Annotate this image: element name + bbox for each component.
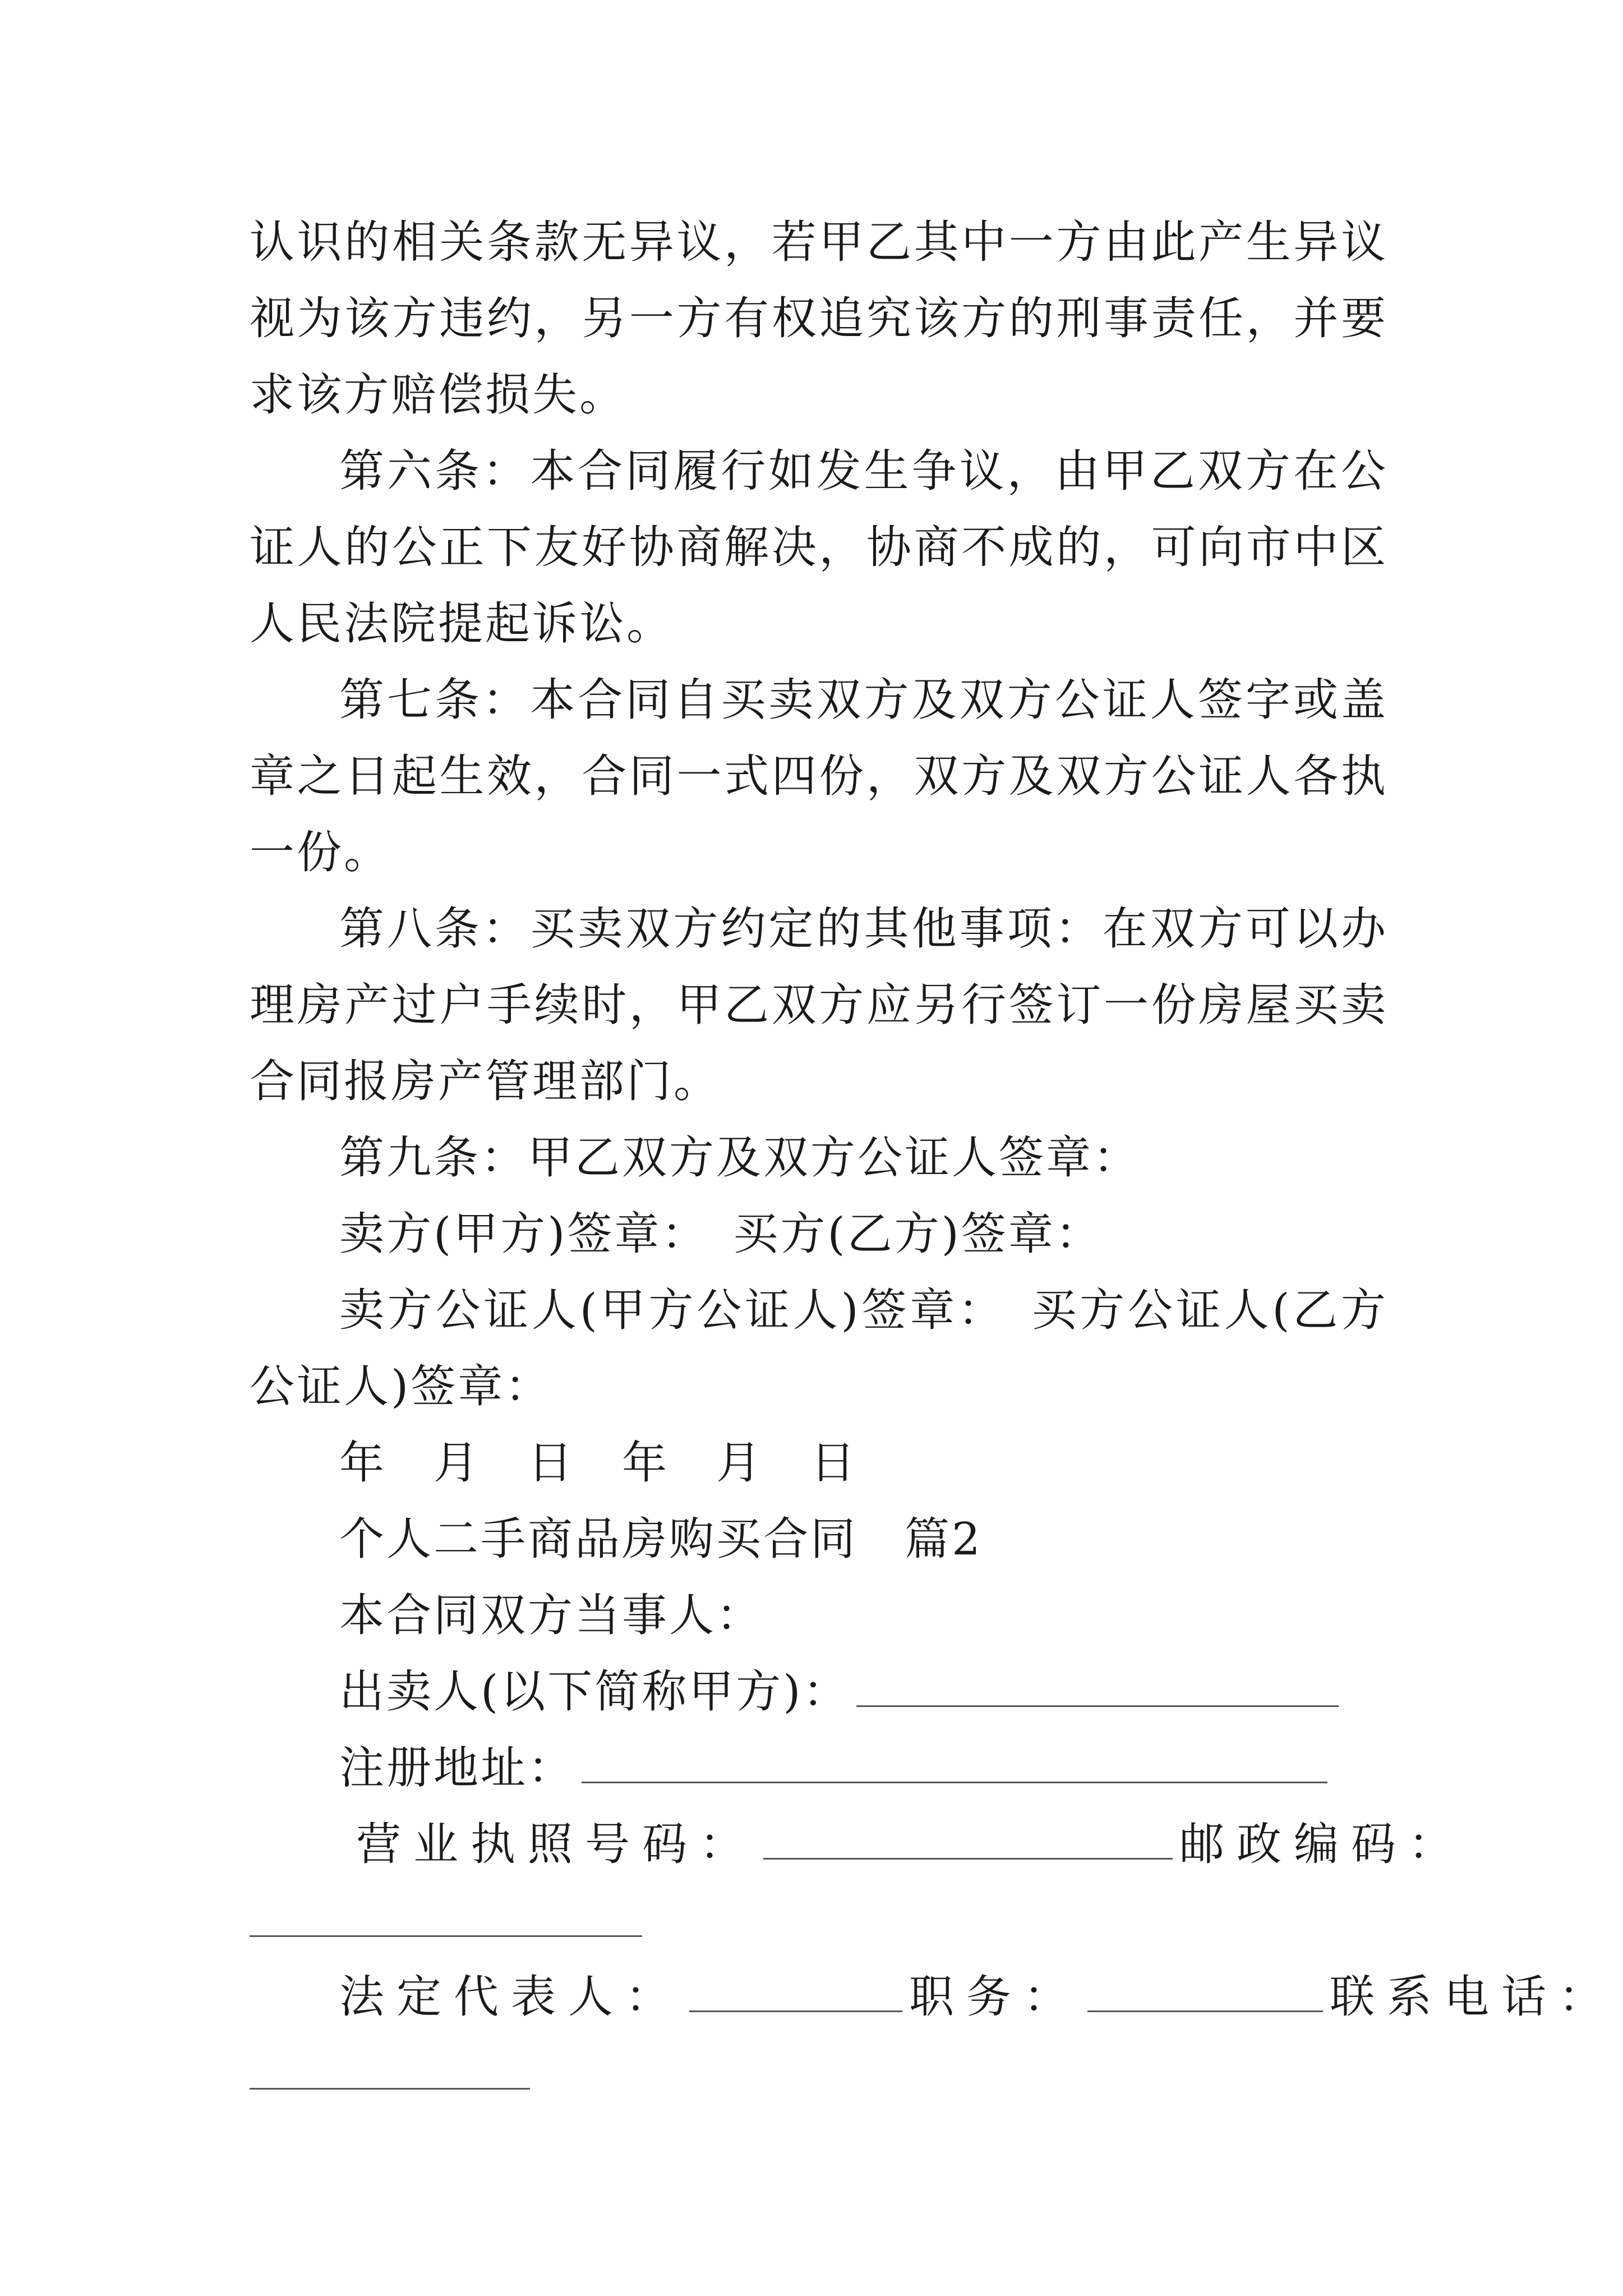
phone-label: 联系电话： [1330, 1971, 1616, 2023]
signature-line-notaries: 卖方公证人(甲方公证人)签章： 买方公证人(乙方公证人)签章： [250, 1284, 1388, 1412]
position-label: 职务： [909, 1971, 1081, 2023]
representative-row [250, 1959, 1616, 2035]
date-line: 年 月 日 年 月 日 [339, 1437, 857, 1489]
rep-label: 法定代表人： [339, 1971, 683, 2023]
article-9: 第九条：甲乙双方及双方公证人签章： [339, 1131, 1140, 1184]
article-8: 第八条：买卖双方约定的其他事项：在双方可以办理房产过户手续时，甲乙双方应另行签订一份房屋买卖合同报房产管理部门。 [250, 903, 1388, 1107]
seller-label: 出卖人(以下简称甲方)： [339, 1665, 850, 1718]
article-6: 第六条：本合同履行如发生争议，由甲乙双方在公证人的公正下友好协商解决，协商不成的，可向市中区人民法院提起诉讼。 [250, 445, 1388, 650]
license-blank[interactable] [763, 1822, 1173, 1860]
license-label: 营业执照号码： [356, 1818, 757, 1870]
phone-blank[interactable] [250, 2052, 530, 2090]
postcode-blank[interactable] [250, 1899, 642, 1937]
address-row [250, 1730, 1388, 1806]
phone-row [250, 2035, 1388, 2111]
seller-blank[interactable] [856, 1669, 1339, 1707]
contract-body [250, 204, 1616, 2111]
postcode-row [250, 1883, 1388, 1959]
rep-blank[interactable] [689, 1975, 902, 2012]
paragraph-continuation: 认识的相关条款无异议，若甲乙其中一方由此产生异议视为该方违约，另一方有权追究该方的刑事责任，并要求该方赔偿损失。 [250, 216, 1388, 421]
address-label: 注册地址： [339, 1742, 575, 1794]
seller-row [250, 1654, 1388, 1730]
article-7: 第七条：本合同自买卖双方及双方公证人签字或盖章之日起生效，合同一式四份，双方及双方公证人各执一份。 [250, 674, 1388, 878]
address-blank[interactable] [582, 1746, 1327, 1783]
parties-heading: 本合同双方当事人： [339, 1589, 763, 1641]
postcode-label: 邮政编码： [1179, 1818, 1465, 1870]
license-row [250, 1806, 1465, 1883]
position-blank[interactable] [1087, 1975, 1323, 2012]
contract-title-2: 个人二手商品房购买合同 篇2 [339, 1513, 983, 1565]
signature-line-parties: 卖方(甲方)签章： 买方(乙方)签章： [339, 1208, 1103, 1260]
